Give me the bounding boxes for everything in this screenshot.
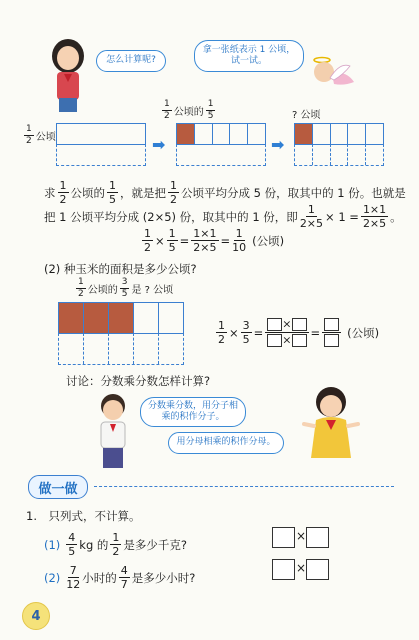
girl-speech-bubble	[96, 50, 166, 72]
answer-box-1b[interactable]	[306, 527, 329, 548]
part2-heading: (2) 种玉米的面积是多少公顷?	[44, 262, 197, 276]
angel-bubble-text: 拿一张纸表示 1 公顷，试一试。	[202, 44, 296, 66]
arrow-right-icon: ➡	[271, 135, 285, 154]
part2-bar	[58, 302, 184, 334]
times-sign: ×	[296, 529, 307, 543]
half-fraction: $\frac{1}{2}$	[26, 124, 32, 146]
exercise-1-1: (1) $\frac{4}{5}$ kg 的 $\frac{1}{2}$ 是多少千克?	[44, 531, 188, 558]
girl-pigtails-illustration	[296, 384, 366, 468]
explain-line-1: 求 $\frac{1}{2}$ 公顷的 $\frac{1}{5}$ ，就是把 $\frac{1}{2}$ 公顷平均分成 5 份，取其中的 1 份。也就是	[44, 179, 406, 206]
blank-result-fraction[interactable]	[322, 318, 341, 347]
mid-bar-label: $\frac{1}{2}$ 公顷的 $\frac{1}{5}$	[164, 99, 214, 121]
left-hectare-bar-lower	[56, 144, 146, 166]
answer-box-1a[interactable]	[272, 527, 295, 548]
angel-illustration	[310, 52, 358, 98]
answer-box-2a[interactable]	[272, 559, 295, 580]
exercise-title: 做一做	[38, 481, 78, 497]
right-bar-label: ? 公顷	[292, 110, 321, 121]
part2-equation: $\frac{1}{2}$ × $\frac{3}{5}$ = $\frac{\times}{\times}$ = (公顷)	[218, 317, 380, 347]
times-sign: ×	[296, 561, 307, 575]
mid-hectare-bar-lower	[176, 144, 266, 166]
blank-product-fraction[interactable]: $\frac{\times}{\times}$	[265, 318, 308, 347]
girl-thinking-illustration	[42, 36, 94, 114]
page-number: 4	[31, 608, 41, 624]
angel-speech-bubble	[194, 40, 304, 72]
mid-hectare-bar	[176, 123, 266, 145]
right-hectare-bar	[294, 123, 384, 145]
left-bar-label: $\frac{1}{2}$ 公顷	[26, 124, 56, 146]
part2-bar-lower	[58, 333, 184, 365]
exercise-title-badge	[28, 475, 88, 499]
exercise-q1: 1. 只列式，不计算。	[26, 509, 141, 523]
page-number-badge	[22, 602, 50, 630]
exercise-1-2: (2) $\frac{7}{12}$ 小时的 $\frac{4}{7}$ 是多少小时?	[44, 564, 196, 591]
boy-illustration	[90, 392, 136, 470]
girl-rule-speech-bubble: 用分母相乘的积作分母。	[168, 432, 284, 454]
left-hectare-bar	[56, 123, 146, 145]
exercise-rule	[94, 486, 394, 487]
boy-speech-bubble: 分数乘分数，用分子相乘的积作分子。	[140, 397, 246, 427]
part2-bar-caption: $\frac{1}{2}$ 公顷的 $\frac{3}{5}$ 是 ? 公顷	[78, 277, 174, 299]
answer-box-2b[interactable]	[306, 559, 329, 580]
explain-equation: $\frac{1}{2}$ × $\frac{1}{5}$ = $\frac{1\times 1}{2\times 5}$ = $\frac{1}{10}$ (公顷)	[144, 227, 285, 254]
arrow-right-icon: ➡	[152, 135, 166, 154]
right-hectare-bar-lower	[294, 144, 384, 166]
explain-line-2: 把 1 公顷平均分成 (2×5) 份，取其中的 1 份，即 $\frac{1}{2\times 5}$ × 1 = $\frac{1\times 1}{2\times 5}$ 。	[44, 203, 402, 230]
discussion-text: 讨论：分数乘分数怎样计算?	[66, 374, 211, 388]
girl-bubble-text: 怎么计算呢?	[106, 55, 156, 66]
